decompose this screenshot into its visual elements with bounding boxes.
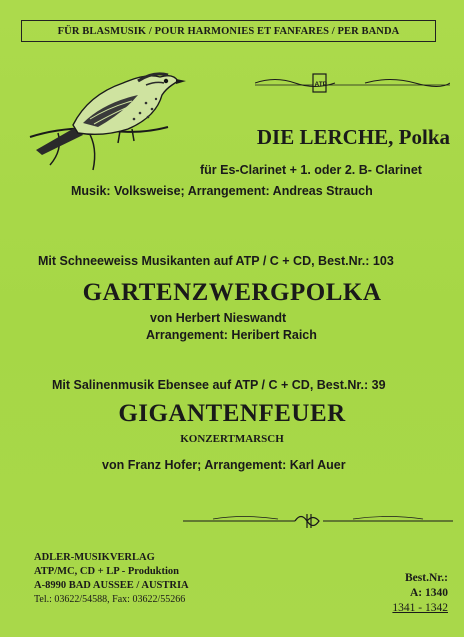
arranger-line-2: Arrangement: Heribert Raich: [146, 328, 317, 342]
recording-line-2: Mit Schneeweiss Musikanten auf ATP / C + CD, Best.Nr.: 103: [38, 254, 394, 268]
credits-line-3: von Franz Hofer; Arrangement: Karl Auer: [102, 458, 346, 472]
composer-line-2: von Herbert Nieswandt: [150, 311, 287, 325]
order-range: 1341 - 1342: [392, 602, 448, 614]
publisher-tel: Tel.: 03622/54588, Fax: 03622/55266: [34, 594, 186, 605]
publisher-address: A-8990 BAD AUSSEE / AUSTRIA: [34, 580, 189, 591]
banner: FÜR BLASMUSIK / POUR HARMONIES ET FANFARES / PER BANDA: [21, 20, 436, 42]
atp-logo-icon: [255, 72, 450, 94]
subtitle-konzertmarsch: KONZERTMARSCH: [180, 433, 284, 445]
lark-bird-illustration: [28, 55, 188, 175]
title-gigantenfeuer: GIGANTENFEUER: [118, 400, 346, 427]
title-die-lerche: DIE LERCHE, Polka: [256, 125, 450, 149]
swirl-ornament-icon: [183, 512, 453, 530]
instrument-line: für Es-Clarinet + 1. oder 2. B- Clarinet: [200, 163, 422, 177]
credits-line-1: Musik: Volksweise; Arrangement: Andreas Strauch: [71, 184, 373, 198]
title-gartenzwergpolka: GARTENZWERGPOLKA: [82, 279, 382, 306]
order-number: A: 1340: [409, 587, 448, 599]
publisher-production: ATP/MC, CD + LP - Produktion: [34, 566, 180, 577]
publisher-block: [34, 551, 189, 607]
atp-logo-text: ATP: [314, 81, 328, 88]
order-label: Best.Nr.:: [404, 572, 448, 584]
recording-line-3: Mit Salinenmusik Ebensee auf ATP / C + CD, Best.Nr.: 39: [52, 378, 386, 392]
order-number-block: [392, 571, 448, 616]
publisher-name: ADLER-MUSIKVERLAG: [34, 552, 155, 563]
